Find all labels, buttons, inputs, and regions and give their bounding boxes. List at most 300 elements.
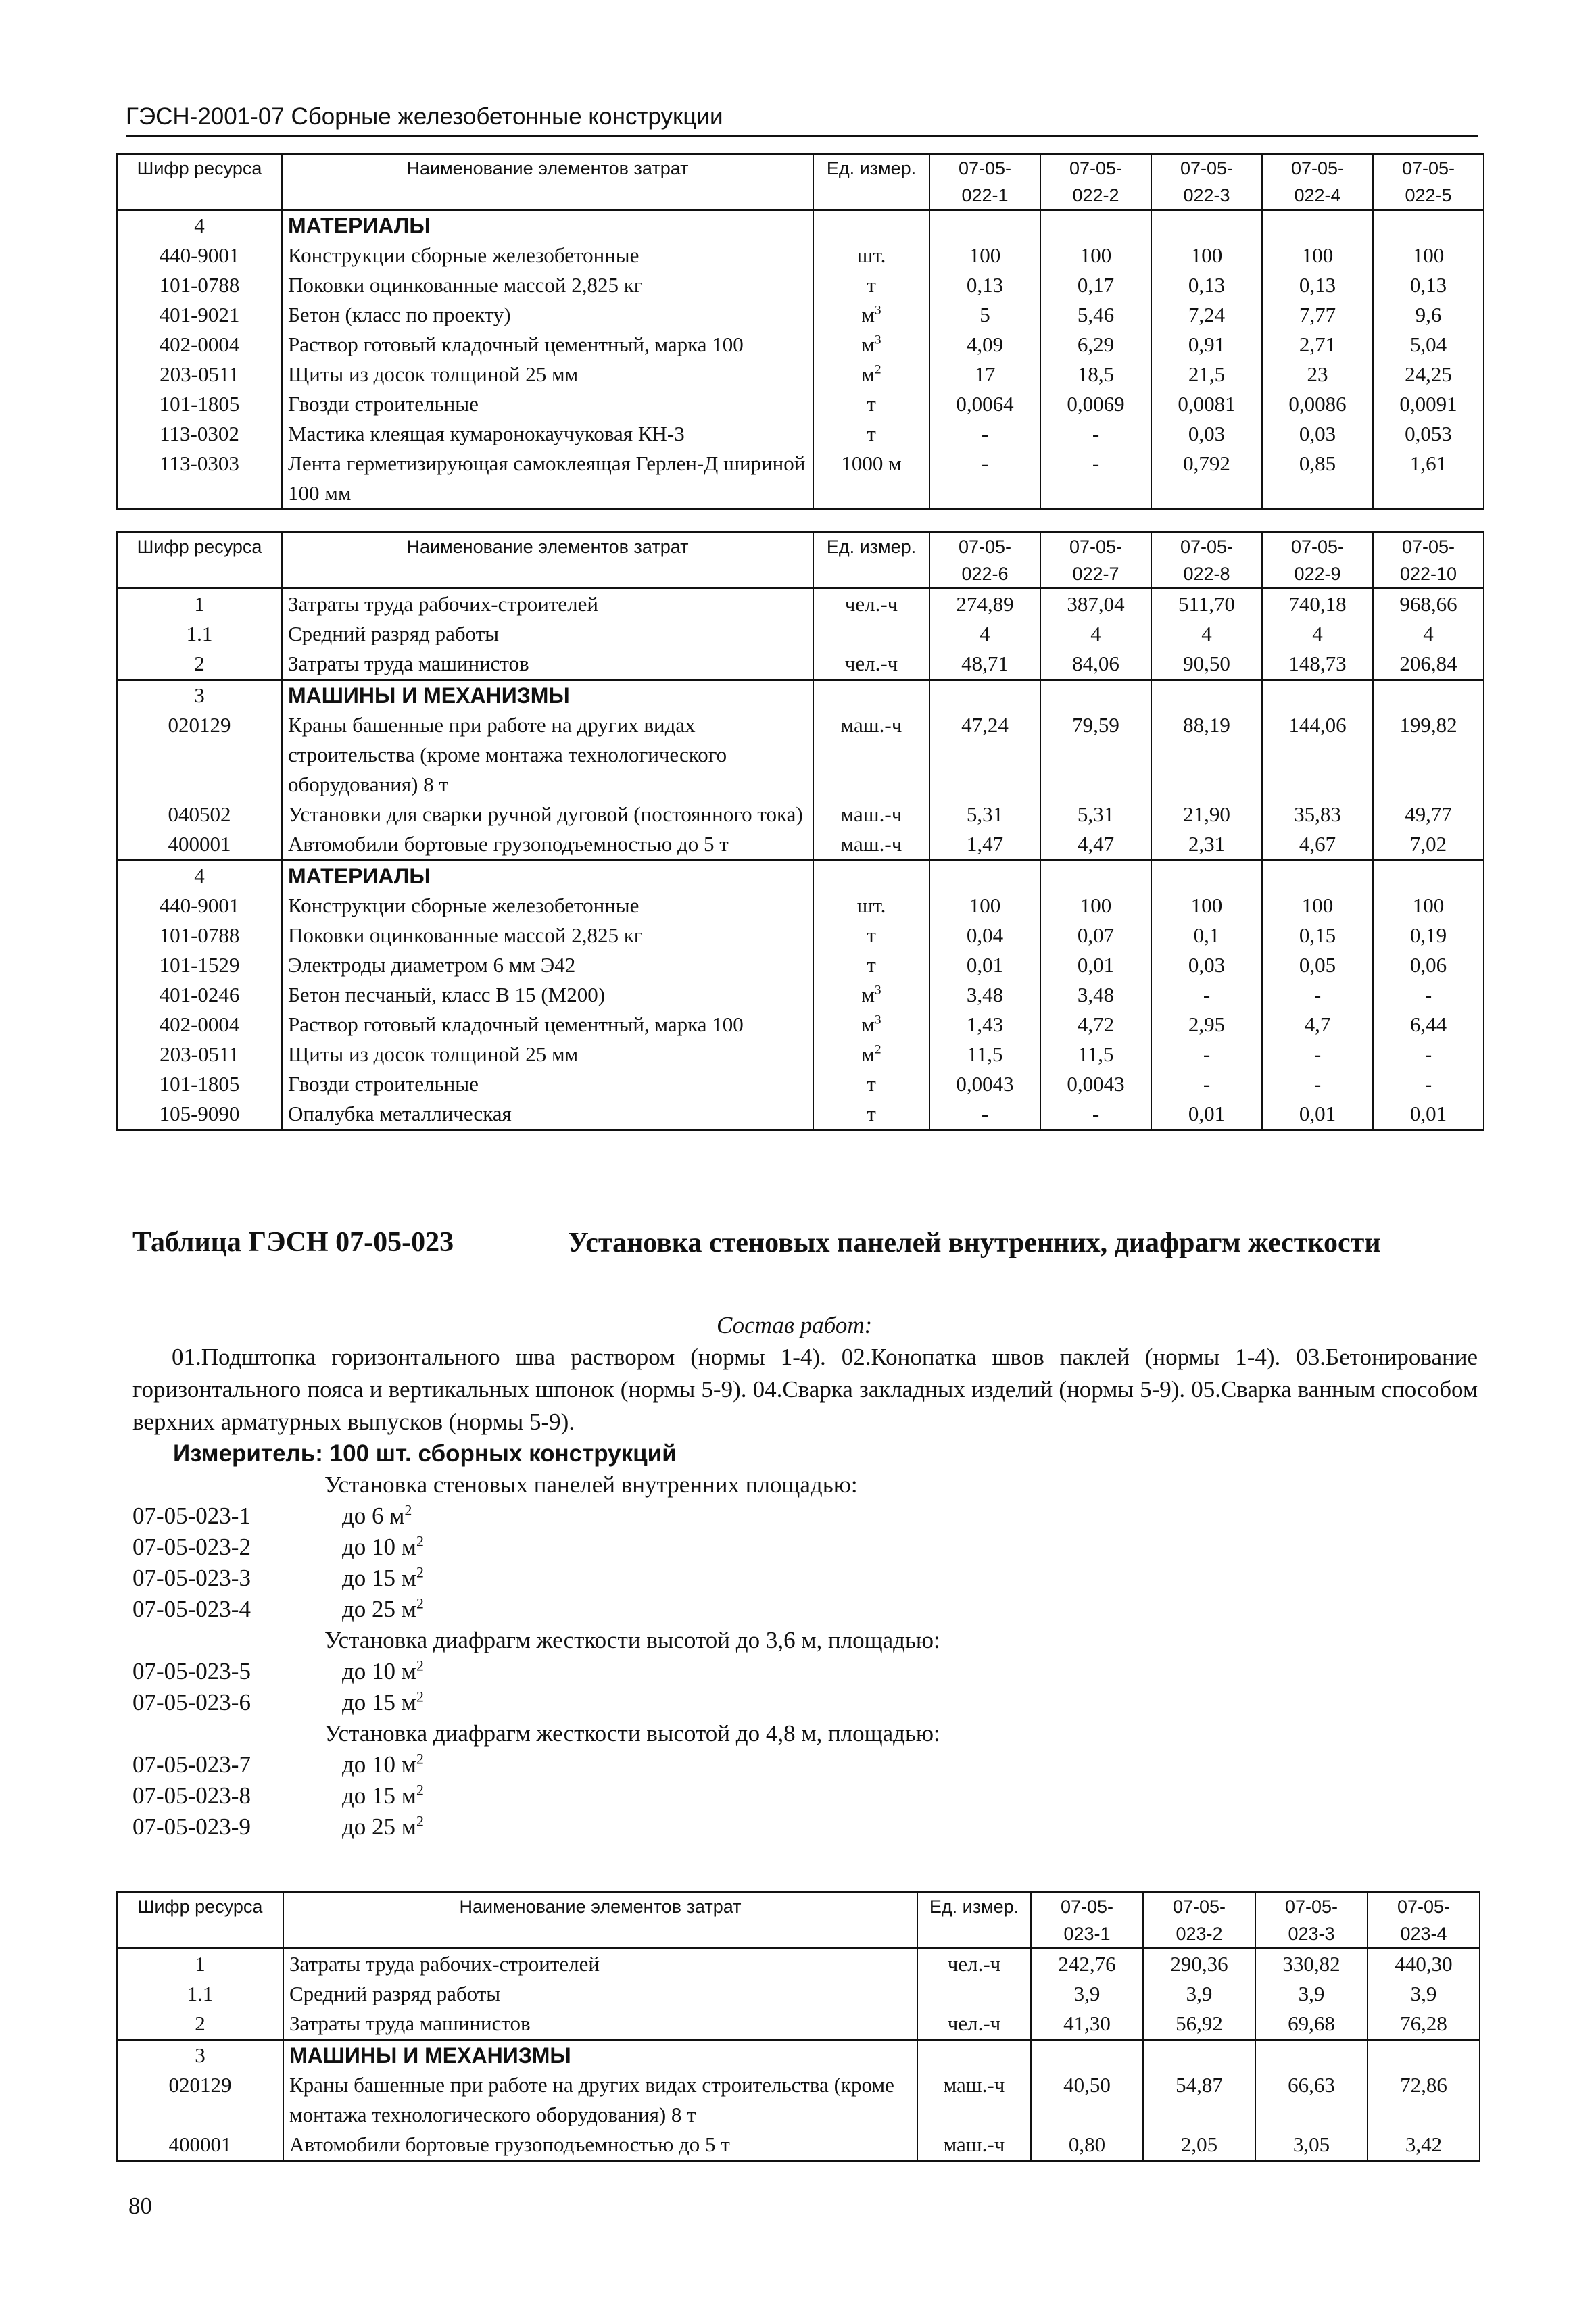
resource-code: 401-0246 [117, 980, 282, 1010]
table-row [117, 300, 1484, 330]
norm-value: 40,50 [1031, 2070, 1143, 2130]
norm-desc: до 15 $м^2$ [342, 1782, 424, 1809]
norms-list [132, 1469, 1478, 1843]
resource-unit [917, 2040, 1031, 2071]
norm-value: 5,31 [1040, 800, 1151, 829]
table-caption: Таблица ГЭСН 07-05-023 [132, 1227, 454, 1258]
norm-value: 5,31 [929, 800, 1040, 829]
norm-value [1262, 680, 1373, 711]
norm-code: 07-05-023-5 [132, 1658, 251, 1684]
table-header-row [117, 154, 1484, 210]
col-header-name: Наименование элементов затрат [282, 533, 813, 589]
norm-value: 1,47 [929, 829, 1040, 860]
resource-name: Затраты труда машинистов [282, 649, 813, 680]
norm-value: 100 [1373, 241, 1484, 270]
resource-code: 113-0303 [117, 449, 282, 510]
resource-code: 440-9001 [117, 241, 282, 270]
table-row [117, 389, 1484, 419]
norm-value: 17 [929, 360, 1040, 389]
norm-value: 0,792 [1151, 449, 1262, 510]
norm-value: 0,0069 [1040, 389, 1151, 419]
norm-desc: до 15 $м^2$ [342, 1688, 424, 1715]
norm-value: 0,0043 [929, 1069, 1040, 1099]
norm-value: - [1040, 1099, 1151, 1130]
norm-value: 4 [929, 619, 1040, 649]
col-header-name: Наименование элементов затрат [283, 1893, 917, 1949]
measure-unit: Измеритель: 100 шт. сборных конструкций [173, 1440, 677, 1467]
table-row [117, 330, 1484, 360]
norm-value: 0,05 [1262, 950, 1373, 980]
table-row [117, 891, 1484, 921]
resource-name: Средний разряд работы [283, 1979, 917, 2009]
norm-value: - [1262, 1040, 1373, 1069]
resource-unit: маш.-ч [813, 800, 929, 829]
table-row [117, 649, 1484, 680]
norm-value [929, 860, 1040, 892]
resource-name: Установки для сварки ручной дуговой (постоянного тока) [282, 800, 813, 829]
norm-value: 0,053 [1373, 419, 1484, 449]
resource-name: Краны башенные при работе на других видах строительства (кроме монтажа технологического оборудования) 8 т [283, 2070, 917, 2130]
resource-unit: маш.-ч [813, 710, 929, 800]
norm-value [1143, 2040, 1255, 2071]
resource-name: Затраты труда машинистов [283, 2009, 917, 2040]
resource-code: 2 [117, 2009, 283, 2040]
norm-value: 0,13 [929, 270, 1040, 300]
resource-unit: $м^3$ [813, 330, 929, 360]
norm-value: 0,06 [1373, 950, 1484, 980]
resource-code: 440-9001 [117, 891, 282, 921]
table-row [117, 619, 1484, 649]
resource-unit: т [813, 921, 929, 950]
norm-value: 4 [1262, 619, 1373, 649]
resource-unit: т [813, 419, 929, 449]
norm-value: - [929, 419, 1040, 449]
resource-code: 1.1 [117, 619, 282, 649]
norm-value: 2,95 [1151, 1010, 1262, 1040]
col-header-norm: 07-05- 023-3 [1255, 1893, 1368, 1949]
norm-value: - [929, 1099, 1040, 1130]
norm-value: 56,92 [1143, 2009, 1255, 2040]
norm-value: 5,46 [1040, 300, 1151, 330]
resource-unit: $м^2$ [813, 360, 929, 389]
norm-value: 0,01 [929, 950, 1040, 980]
norm-value: 0,13 [1262, 270, 1373, 300]
resource-unit: шт. [813, 891, 929, 921]
norm-value: 0,07 [1040, 921, 1151, 950]
resource-code: 020129 [117, 2070, 283, 2130]
resource-table-022-6-10 [116, 531, 1484, 1131]
col-header-norm: 07-05- 023-2 [1143, 1893, 1255, 1949]
norm-value: 72,86 [1368, 2070, 1480, 2130]
resource-name: Бетон (класс по проекту) [282, 300, 813, 330]
norm-code: 07-05-023-8 [132, 1782, 251, 1809]
norm-value: 3,9 [1368, 1979, 1480, 2009]
norm-value: - [1151, 1069, 1262, 1099]
norm-value: 100 [1151, 241, 1262, 270]
norm-value: 7,02 [1373, 829, 1484, 860]
norm-value: 4 [1151, 619, 1262, 649]
norm-value: 88,19 [1151, 710, 1262, 800]
resource-unit: т [813, 950, 929, 980]
resource-unit [813, 860, 929, 892]
resource-code: 101-0788 [117, 921, 282, 950]
col-header-unit: Ед. измер. [917, 1893, 1031, 1949]
resource-name: Поковки оцинкованные массой 2,825 кг [282, 270, 813, 300]
resource-code: 203-0511 [117, 1040, 282, 1069]
resource-unit: $м^3$ [813, 300, 929, 330]
resource-unit: $м^3$ [813, 1010, 929, 1040]
norm-value: 4,09 [929, 330, 1040, 360]
norm-value: 48,71 [929, 649, 1040, 680]
col-header-name: Наименование элементов затрат [282, 154, 813, 210]
norm-value: - [1040, 419, 1151, 449]
resource-unit: маш.-ч [813, 829, 929, 860]
resource-name: Гвозди строительные [282, 389, 813, 419]
resource-name: Затраты труда рабочих-строителей [282, 589, 813, 620]
resource-unit: т [813, 270, 929, 300]
norm-value: 0,1 [1151, 921, 1262, 950]
resource-name: Конструкции сборные железобетонные [282, 241, 813, 270]
norm-value [1373, 210, 1484, 241]
resource-unit: чел.-ч [813, 589, 929, 620]
table-row [117, 829, 1484, 860]
norm-value: 440,30 [1368, 1949, 1480, 1980]
running-header: ГЭСН-2001-07 Сборные железобетонные конструкции [126, 101, 1478, 137]
resource-unit [813, 210, 929, 241]
norm-value [1151, 860, 1262, 892]
table-row [117, 241, 1484, 270]
resource-name: Раствор готовый кладочный цементный, марка 100 [282, 330, 813, 360]
norm-value: 100 [929, 891, 1040, 921]
table-row [117, 270, 1484, 300]
norm-value: 4,67 [1262, 829, 1373, 860]
norm-value: 199,82 [1373, 710, 1484, 800]
resource-name: Электроды диаметром 6 мм Э42 [282, 950, 813, 980]
resource-unit: т [813, 389, 929, 419]
resource-unit: чел.-ч [917, 2009, 1031, 2040]
col-header-norm: 07-05- 022-6 [929, 533, 1040, 589]
norm-value: 11,5 [1040, 1040, 1151, 1069]
table-row [117, 950, 1484, 980]
norm-value: 0,01 [1373, 1099, 1484, 1130]
norm-value: 242,76 [1031, 1949, 1143, 1980]
norm-value: 0,04 [929, 921, 1040, 950]
col-header-norm: 07-05- 022-3 [1151, 154, 1262, 210]
norm-value: 100 [1262, 241, 1373, 270]
norm-value: 100 [1262, 891, 1373, 921]
norm-value: 21,5 [1151, 360, 1262, 389]
resource-name: Затраты труда рабочих-строителей [283, 1949, 917, 1980]
composition-text: 01.Подштопка горизонтального шва раствором (нормы 1-4). 02.Конопатка швов паклей (нормы 1-4). 03.Бетонирование горизонтального пояса и вертикальных шпонок (нормы 5-9). 04.Сварка закладных изделий (нормы 5-9). 05.Сварка ванным способом верхних арматурных выпусков (нормы 5-9). [132, 1344, 1478, 1435]
norm-value [1373, 860, 1484, 892]
norm-value: 0,03 [1262, 419, 1373, 449]
norm-value: 968,66 [1373, 589, 1484, 620]
norm-value: 76,28 [1368, 2009, 1480, 2040]
resource-name: Щиты из досок толщиной 25 мм [282, 360, 813, 389]
table-header-row [117, 1893, 1480, 1949]
norm-value: 0,0086 [1262, 389, 1373, 419]
norm-value: - [1373, 1040, 1484, 1069]
norm-value: 79,59 [1040, 710, 1151, 800]
table-row [117, 1069, 1484, 1099]
norm-value: 7,77 [1262, 300, 1373, 330]
norm-item [132, 1501, 1478, 1532]
table-header-row [117, 533, 1484, 589]
resource-code: 203-0511 [117, 360, 282, 389]
resource-name: Щиты из досок толщиной 25 мм [282, 1040, 813, 1069]
norm-value: 511,70 [1151, 589, 1262, 620]
resource-code: 101-0788 [117, 270, 282, 300]
norm-code: 07-05-023-9 [132, 1813, 251, 1840]
resource-unit [813, 619, 929, 649]
table-row [117, 1949, 1480, 1980]
norm-value: - [1151, 980, 1262, 1010]
norm-code: 07-05-023-2 [132, 1534, 251, 1560]
norm-value: - [1262, 1069, 1373, 1099]
col-header-unit: Ед. измер. [813, 533, 929, 589]
resource-code: 105-9090 [117, 1099, 282, 1130]
norm-value: 2,31 [1151, 829, 1262, 860]
resource-name: МАШИНЫ И МЕХАНИЗМЫ [282, 680, 813, 711]
table-row [117, 2009, 1480, 2040]
table-row [117, 2040, 1480, 2071]
norm-value: 35,83 [1262, 800, 1373, 829]
norm-value: - [1040, 449, 1151, 510]
col-header-norm: 07-05- 022-9 [1262, 533, 1373, 589]
table-row [117, 800, 1484, 829]
norm-value: 0,01 [1262, 1099, 1373, 1130]
norm-value: 330,82 [1255, 1949, 1368, 1980]
table-row [117, 710, 1484, 800]
norm-value: 100 [929, 241, 1040, 270]
norm-value: 0,85 [1262, 449, 1373, 510]
table-row [117, 1010, 1484, 1040]
norm-value: 100 [1151, 891, 1262, 921]
resource-code: 4 [117, 210, 282, 241]
norm-value: 387,04 [1040, 589, 1151, 620]
resource-name: Конструкции сборные железобетонные [282, 891, 813, 921]
resource-code: 1.1 [117, 1979, 283, 2009]
norm-value: 0,0043 [1040, 1069, 1151, 1099]
norm-value [1255, 2040, 1368, 2071]
norm-value: 2,05 [1143, 2130, 1255, 2161]
resource-code: 2 [117, 649, 282, 680]
resource-code: 020129 [117, 710, 282, 800]
norm-value: 0,0064 [929, 389, 1040, 419]
norm-value: 274,89 [929, 589, 1040, 620]
norm-value: 47,24 [929, 710, 1040, 800]
norm-value: 4,7 [1262, 1010, 1373, 1040]
col-header-norm: 07-05- 022-5 [1373, 154, 1484, 210]
norm-code: 07-05-023-7 [132, 1751, 251, 1778]
norm-value: 4,47 [1040, 829, 1151, 860]
norm-value: 21,90 [1151, 800, 1262, 829]
resource-name: Автомобили бортовые грузоподъемностью до 5 т [282, 829, 813, 860]
norm-desc: до 25 $м^2$ [342, 1813, 424, 1840]
norm-item [132, 1780, 1478, 1811]
norm-value: 84,06 [1040, 649, 1151, 680]
page-number: 80 [128, 2193, 152, 2219]
resource-code: 400001 [117, 2130, 283, 2161]
norm-value: 6,44 [1373, 1010, 1484, 1040]
table-row [117, 860, 1484, 892]
col-header-norm: 07-05- 022-1 [929, 154, 1040, 210]
norm-code: 07-05-023-3 [132, 1565, 251, 1591]
resource-code: 400001 [117, 829, 282, 860]
norm-value: 66,63 [1255, 2070, 1368, 2130]
norm-value: 24,25 [1373, 360, 1484, 389]
norm-item [132, 1811, 1478, 1843]
norm-value: - [1151, 1040, 1262, 1069]
norm-code: 07-05-023-1 [132, 1503, 251, 1529]
table-row [117, 1099, 1484, 1130]
resource-unit: т [813, 1069, 929, 1099]
resource-code: 113-0302 [117, 419, 282, 449]
norm-code: 07-05-023-6 [132, 1689, 251, 1715]
resource-name: Гвозди строительные [282, 1069, 813, 1099]
norm-item [132, 1594, 1478, 1625]
table-row [117, 980, 1484, 1010]
norm-value: 0,01 [1151, 1099, 1262, 1130]
table-row [117, 921, 1484, 950]
col-header-code: Шифр ресурса [117, 533, 282, 589]
resource-unit: т [813, 1099, 929, 1130]
resource-name: Средний разряд работы [282, 619, 813, 649]
resource-code: 3 [117, 680, 282, 711]
col-header-norm: 07-05- 022-4 [1262, 154, 1373, 210]
norm-desc: до 15 $м^2$ [342, 1564, 424, 1591]
norm-value [1151, 680, 1262, 711]
norm-value: 23 [1262, 360, 1373, 389]
resource-unit: 1000 м [813, 449, 929, 510]
norm-value: 5 [929, 300, 1040, 330]
norm-value: 3,42 [1368, 2130, 1480, 2161]
norm-value: - [1373, 1069, 1484, 1099]
norm-code: 07-05-023-4 [132, 1596, 251, 1622]
col-header-code: Шифр ресурса [117, 1893, 283, 1949]
norm-value: 49,77 [1373, 800, 1484, 829]
col-header-unit: Ед. измер. [813, 154, 929, 210]
resource-code: 101-1805 [117, 1069, 282, 1099]
norm-value: 3,9 [1143, 1979, 1255, 2009]
table-row [117, 2070, 1480, 2130]
norm-value [1031, 2040, 1143, 2071]
table-row [117, 680, 1484, 711]
resource-unit: маш.-ч [917, 2070, 1031, 2130]
norm-value: - [1373, 980, 1484, 1010]
norm-value: 0,01 [1040, 950, 1151, 980]
resource-code: 1 [117, 589, 282, 620]
norm-value: 3,9 [1255, 1979, 1368, 2009]
norm-value: 7,24 [1151, 300, 1262, 330]
table-row [117, 589, 1484, 620]
norm-value: 54,87 [1143, 2070, 1255, 2130]
resource-name: Поковки оцинкованные массой 2,825 кг [282, 921, 813, 950]
table-title: Установка стеновых панелей внутренних, диафрагм жесткости [568, 1227, 1381, 1259]
table-row [117, 1040, 1484, 1069]
norm-value [929, 210, 1040, 241]
norm-value [1262, 210, 1373, 241]
col-header-norm: 07-05- 022-2 [1040, 154, 1151, 210]
table-row [117, 1979, 1480, 2009]
resource-table-023-1-4 [116, 1891, 1480, 2162]
norm-value: 740,18 [1262, 589, 1373, 620]
resource-code: 3 [117, 2040, 283, 2071]
norm-value [1040, 680, 1151, 711]
norm-value [1040, 210, 1151, 241]
col-header-norm: 07-05- 023-1 [1031, 1893, 1143, 1949]
norm-value: 2,71 [1262, 330, 1373, 360]
norm-value: - [1262, 980, 1373, 1010]
norm-value: 0,03 [1151, 950, 1262, 980]
resource-name: Опалубка металлическая [282, 1099, 813, 1130]
norm-value: 0,13 [1151, 270, 1262, 300]
col-header-code: Шифр ресурса [117, 154, 282, 210]
norm-value: 3,05 [1255, 2130, 1368, 2161]
norm-value: 3,48 [929, 980, 1040, 1010]
resource-name: МАТЕРИАЛЫ [282, 860, 813, 892]
resource-code: 101-1805 [117, 389, 282, 419]
norm-value: 0,80 [1031, 2130, 1143, 2161]
norm-item [132, 1656, 1478, 1687]
norm-value: 100 [1040, 241, 1151, 270]
resource-unit: шт. [813, 241, 929, 270]
norm-value: 18,5 [1040, 360, 1151, 389]
col-header-norm: 07-05- 023-4 [1368, 1893, 1480, 1949]
norm-value [1151, 210, 1262, 241]
resource-code: 4 [117, 860, 282, 892]
norm-value: 100 [1373, 891, 1484, 921]
norm-desc: до 10 $м^2$ [342, 1533, 424, 1560]
norm-value: 0,91 [1151, 330, 1262, 360]
norm-value: 3,48 [1040, 980, 1151, 1010]
resource-name: Краны башенные при работе на других видах строительства (кроме монтажа технологического оборудования) 8 т [282, 710, 813, 800]
norm-value [1368, 2040, 1480, 2071]
table-row [117, 419, 1484, 449]
norm-desc: до 25 $м^2$ [342, 1595, 424, 1622]
norm-value: 290,36 [1143, 1949, 1255, 1980]
norm-value: 4,72 [1040, 1010, 1151, 1040]
norm-value: 0,0081 [1151, 389, 1262, 419]
composition-title: Состав работ: [717, 1312, 873, 1338]
resource-unit: чел.-ч [813, 649, 929, 680]
resource-name: МАТЕРИАЛЫ [282, 210, 813, 241]
resource-code: 101-1529 [117, 950, 282, 980]
resource-code: 1 [117, 1949, 283, 1980]
norm-value: 5,04 [1373, 330, 1484, 360]
resource-unit: $м^2$ [813, 1040, 929, 1069]
norm-item [132, 1749, 1478, 1780]
table-row [117, 360, 1484, 389]
table-row [117, 449, 1484, 510]
resource-unit: $м^3$ [813, 980, 929, 1010]
norm-value [929, 680, 1040, 711]
resource-code: 402-0004 [117, 1010, 282, 1040]
norm-value: 0,17 [1040, 270, 1151, 300]
norm-value: 6,29 [1040, 330, 1151, 360]
norm-item [132, 1563, 1478, 1594]
norm-desc: до 10 $м^2$ [342, 1751, 424, 1778]
table-row [117, 2130, 1480, 2161]
norm-group-title: Установка диафрагм жесткости высотой до 3,6 м, площадью: [324, 1627, 940, 1653]
norm-item [132, 1687, 1478, 1718]
resource-name: Автомобили бортовые грузоподъемностью до 5 т [283, 2130, 917, 2161]
resource-name: Мастика клеящая кумаронокаучуковая КН-3 [282, 419, 813, 449]
norm-value [1373, 680, 1484, 711]
norm-value: 9,6 [1373, 300, 1484, 330]
norm-value: 11,5 [929, 1040, 1040, 1069]
resource-unit: чел.-ч [917, 1949, 1031, 1980]
